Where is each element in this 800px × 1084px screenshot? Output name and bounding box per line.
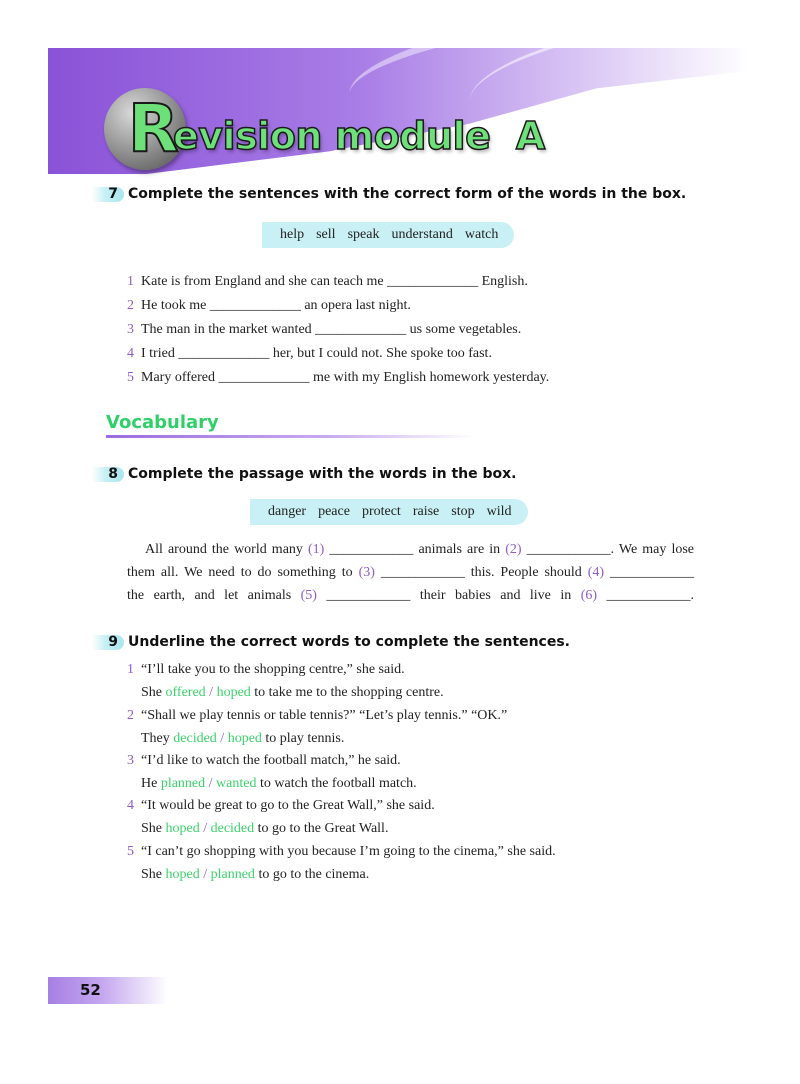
option-word[interactable]: planned [210, 867, 255, 882]
item-number: 4 [127, 346, 134, 361]
exercise-number: 9 [92, 635, 124, 650]
word-item: wild [486, 504, 512, 519]
question-answer: He planned / wanted to watch the football match. [141, 776, 417, 791]
option-word[interactable]: decided [210, 821, 255, 836]
option-word[interactable]: hoped [165, 821, 200, 836]
word-item: speak [347, 227, 380, 242]
sentence-item [127, 298, 411, 314]
title-initial: R [128, 90, 179, 167]
exercise-7-heading [92, 186, 686, 202]
passage-line: All around the world many (1) ____________ animals are in (2) ____________. We may lose [145, 542, 694, 557]
blank-marker: (5) [300, 588, 317, 603]
sentence-text: I tried _____________ her, but I could not. She spoke too fast. [141, 346, 492, 361]
sentence-item [127, 274, 528, 290]
item-number: 1 [127, 662, 134, 677]
item-number: 5 [127, 844, 134, 859]
exercise-instruction: Complete the passage with the words in the box. [128, 466, 517, 482]
item-number: 2 [127, 298, 134, 313]
word-item: protect [361, 504, 401, 519]
exercise-instruction: Underline the correct words to complete the sentences. [128, 634, 570, 650]
option-word[interactable]: hoped [227, 731, 262, 746]
sentence-text: The man in the market wanted _____________ us some vegetables. [141, 322, 522, 337]
item-number: 4 [127, 798, 134, 813]
blank-marker: (1) [307, 542, 325, 557]
exercise-8-heading [92, 466, 517, 482]
passage-line: them all. We need to do something to (3) ____________ this. People should (4) ____________ [127, 565, 695, 580]
sentence-text: He took me _____________ an opera last night. [141, 298, 411, 313]
sentence-text: Mary offered _____________ me with my English homework yesterday. [141, 370, 550, 385]
exercise-number: 7 [92, 187, 124, 202]
option-word[interactable]: planned [160, 776, 206, 791]
question-answer: She hoped / planned to go to the cinema. [141, 867, 370, 882]
question-answer: She offered / hoped to take me to the shopping centre. [141, 685, 444, 700]
word-box-8 [250, 499, 528, 525]
option-word[interactable]: wanted [216, 776, 257, 791]
word-item: sell [316, 227, 336, 242]
blank-marker: (6) [580, 588, 598, 603]
sentence-item [127, 370, 549, 386]
word-item: help [280, 227, 305, 242]
option-word[interactable]: decided [173, 731, 217, 746]
question-quote: 1 “I’ll take you to the shopping centre,” she said. [127, 662, 405, 677]
item-number: 5 [127, 370, 134, 385]
option-word[interactable]: offered [165, 685, 206, 700]
exercise-instruction: Complete the sentences with the correct form of the words in the box. [128, 186, 687, 202]
word-box-7 [262, 222, 514, 248]
sentence-item [127, 346, 492, 362]
option-word[interactable]: hoped [165, 867, 200, 882]
page-number: 52 [80, 981, 101, 999]
section-title: Vocabulary [106, 412, 219, 433]
word-item: danger [268, 504, 307, 519]
word-item: raise [412, 504, 440, 519]
question-answer: She hoped / decided to go to the Great Wall. [141, 821, 389, 836]
exercise-9-heading [92, 634, 570, 650]
blank-marker: (3) [358, 565, 375, 580]
item-number: 1 [127, 274, 134, 289]
question-quote: 2 “Shall we play tennis or table tennis?” “Let’s play tennis.” “OK.” [127, 708, 508, 723]
section-underline [106, 435, 476, 438]
option-word[interactable]: hoped [216, 685, 251, 700]
item-number: 2 [127, 708, 134, 723]
page-title: evision module A [173, 114, 545, 158]
sentence-item [127, 322, 521, 338]
passage-line: the earth, and let animals (5) ____________ their babies and live in (6) ____________. [127, 588, 694, 603]
question-quote: 3 “I’d like to watch the football match,” he said. [127, 753, 401, 768]
word-item: understand [391, 227, 453, 242]
question-quote: 5 “I can’t go shopping with you because I’m going to the cinema,” she said. [127, 844, 556, 859]
item-number: 3 [127, 322, 134, 337]
question-quote: 4 “It would be great to go to the Great Wall,” she said. [127, 798, 435, 813]
passage [127, 538, 694, 607]
word-item: watch [464, 227, 499, 242]
sentence-text: Kate is from England and she can teach me _____________ English. [141, 274, 528, 289]
word-item: stop [451, 504, 475, 519]
blank-marker: (2) [505, 542, 522, 557]
exercise-number: 8 [92, 467, 124, 482]
item-number: 3 [127, 753, 134, 768]
blank-marker: (4) [587, 565, 605, 580]
page-number-tab [48, 977, 168, 1004]
word-item: peace [318, 504, 350, 519]
question-answer: They decided / hoped to play tennis. [141, 731, 345, 746]
